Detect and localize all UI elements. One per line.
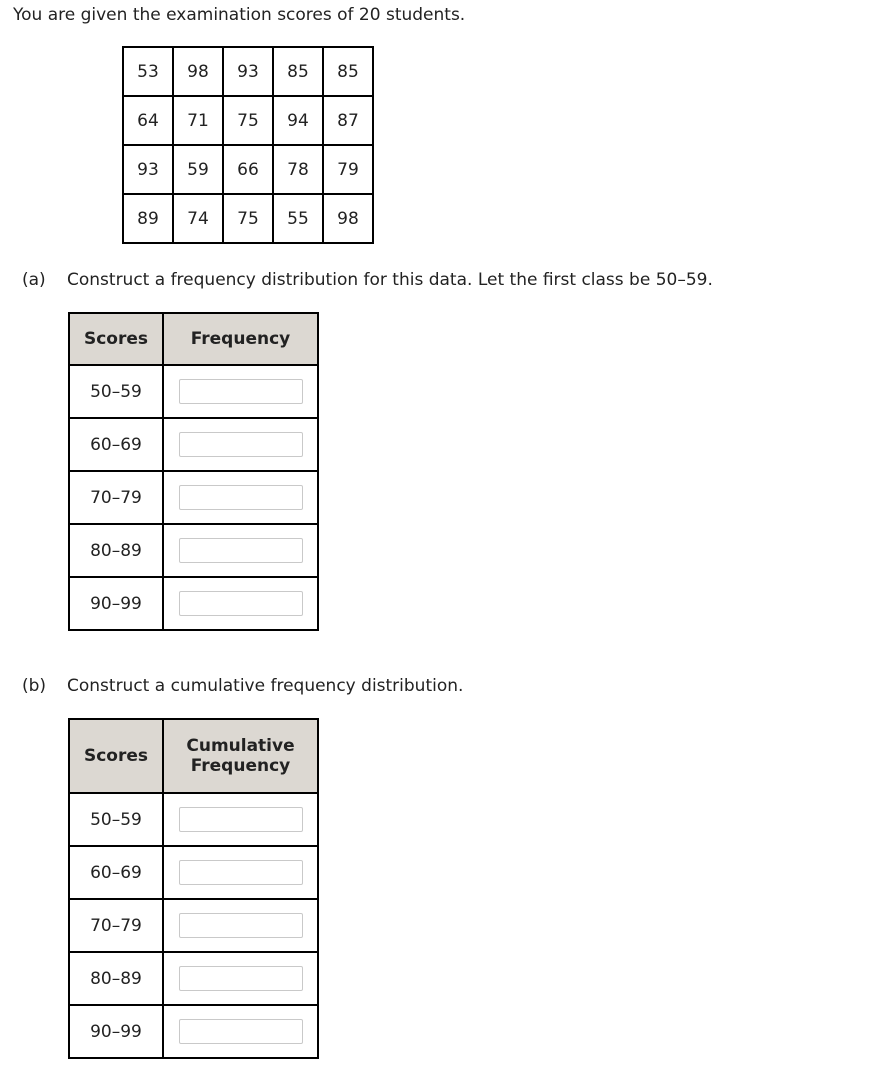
- score-cell: 53: [123, 47, 173, 96]
- class-label: 80–89: [69, 952, 163, 1005]
- table-row: [69, 846, 318, 899]
- table-row: [69, 365, 318, 418]
- cumulative-input-80-89[interactable]: [179, 966, 303, 991]
- table-row: [69, 577, 318, 630]
- frequency-cell: [163, 524, 318, 577]
- class-label: 80–89: [69, 524, 163, 577]
- score-cell: 93: [223, 47, 273, 96]
- table-row: [69, 471, 318, 524]
- cumulative-input-90-99[interactable]: [179, 1019, 303, 1044]
- class-label: 90–99: [69, 1005, 163, 1058]
- frequency-cell: [163, 365, 318, 418]
- score-cell: 75: [223, 96, 273, 145]
- class-label: 50–59: [69, 793, 163, 846]
- table-row: [69, 524, 318, 577]
- frequency-header-row: [69, 313, 318, 365]
- scores-row: [123, 194, 373, 243]
- frequency-cell: [163, 418, 318, 471]
- score-cell: 75: [223, 194, 273, 243]
- score-cell: 71: [173, 96, 223, 145]
- cumulative-input-60-69[interactable]: [179, 860, 303, 885]
- cumulative-header-row: [69, 719, 318, 793]
- score-cell: 78: [273, 145, 323, 194]
- scores-header: Scores: [69, 313, 163, 365]
- table-row: [69, 952, 318, 1005]
- frequency-table: [68, 312, 319, 631]
- part-b-text: Construct a cumulative frequency distribution.: [67, 676, 464, 696]
- frequency-input-90-99[interactable]: [179, 591, 303, 616]
- frequency-input-50-59[interactable]: [179, 379, 303, 404]
- cumulative-cell: [163, 899, 318, 952]
- cumulative-header-line1: Cumulative: [186, 736, 295, 756]
- scores-row: [123, 96, 373, 145]
- part-a-label: (a): [22, 270, 46, 290]
- table-row: [69, 899, 318, 952]
- cumulative-cell: [163, 1005, 318, 1058]
- score-cell: 85: [323, 47, 373, 96]
- frequency-header: Frequency: [163, 313, 318, 365]
- frequency-input-70-79[interactable]: [179, 485, 303, 510]
- score-cell: 74: [173, 194, 223, 243]
- cumulative-cell: [163, 952, 318, 1005]
- part-b-question: [22, 676, 463, 696]
- scores-row: [123, 47, 373, 96]
- part-b-label: (b): [22, 676, 47, 696]
- class-label: 60–69: [69, 846, 163, 899]
- frequency-cell: [163, 577, 318, 630]
- table-row: [69, 1005, 318, 1058]
- table-row: [69, 793, 318, 846]
- score-cell: 89: [123, 194, 173, 243]
- cumulative-input-70-79[interactable]: [179, 913, 303, 938]
- score-cell: 55: [273, 194, 323, 243]
- score-cell: 93: [123, 145, 173, 194]
- frequency-input-60-69[interactable]: [179, 432, 303, 457]
- class-label: 70–79: [69, 899, 163, 952]
- cumulative-frequency-table: [68, 718, 319, 1059]
- score-cell: 98: [323, 194, 373, 243]
- class-label: 90–99: [69, 577, 163, 630]
- cumulative-cell: [163, 793, 318, 846]
- cumulative-cell: [163, 846, 318, 899]
- score-cell: 94: [273, 96, 323, 145]
- class-label: 60–69: [69, 418, 163, 471]
- class-label: 70–79: [69, 471, 163, 524]
- score-cell: 85: [273, 47, 323, 96]
- part-a-question: [22, 270, 713, 290]
- class-label: 50–59: [69, 365, 163, 418]
- score-cell: 98: [173, 47, 223, 96]
- frequency-cell: [163, 471, 318, 524]
- score-cell: 66: [223, 145, 273, 194]
- frequency-input-80-89[interactable]: [179, 538, 303, 563]
- problem-intro: You are given the examination scores of 20 students.: [13, 5, 466, 25]
- score-cell: 59: [173, 145, 223, 194]
- cumulative-input-50-59[interactable]: [179, 807, 303, 832]
- score-cell: 79: [323, 145, 373, 194]
- scores-table: [122, 46, 374, 244]
- score-cell: 64: [123, 96, 173, 145]
- score-cell: 87: [323, 96, 373, 145]
- scores-row: [123, 145, 373, 194]
- table-row: [69, 418, 318, 471]
- scores-header: Scores: [69, 719, 163, 793]
- part-a-text: Construct a frequency distribution for this data. Let the first class be 50–59.: [67, 270, 713, 290]
- cumulative-frequency-header: [163, 719, 318, 793]
- cumulative-header-line2: Frequency: [190, 756, 291, 776]
